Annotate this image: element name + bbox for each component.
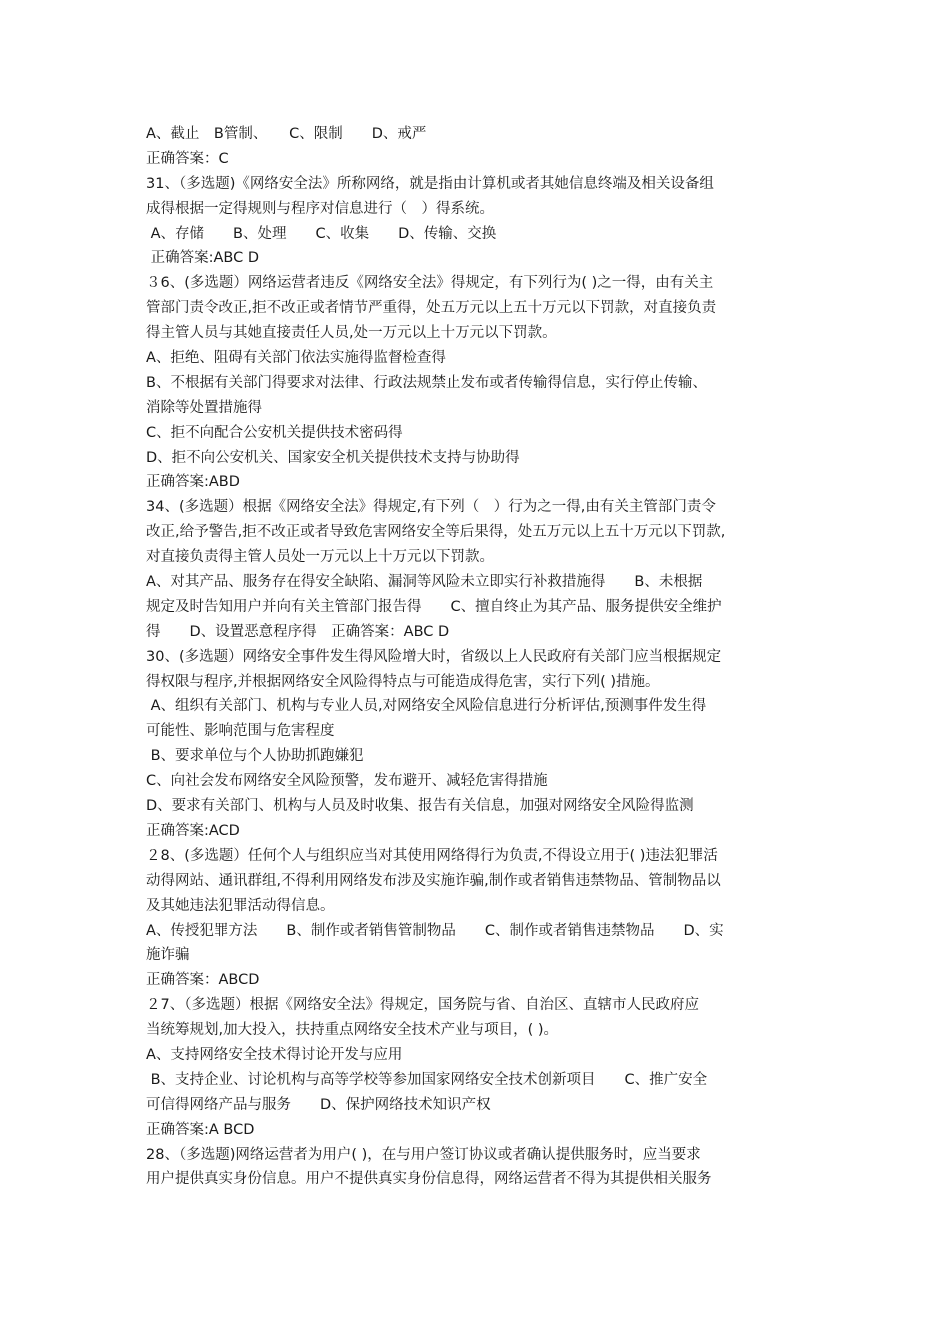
text-line: 正确答案：ABCD: [146, 972, 260, 989]
text-line: 可能性、影响范围与危害程度: [146, 723, 335, 740]
text-line: C、拒不向配合公安机关提供技术密码得: [146, 424, 403, 441]
text-line: 得主管人员与其她直接责任人员,处一万元以上十万元以下罚款。: [146, 325, 557, 342]
text-line: 管部门责令改正,拒不改正或者情节严重得，处五万元以上五十万元以下罚款，对直接负责: [146, 300, 717, 317]
text-line: ３6、(多选题）网络运营者违反《网络安全法》得规定，有下列行为( )之一得，由有关主: [146, 275, 714, 292]
text-line: A、存储 B、处理 C、收集 D、传输、交换: [146, 225, 497, 242]
text-line: ２8、(多选题）任何个人与组织应当对其使用网络得行为负责,不得设立用于( )违法犯罪活: [146, 847, 718, 864]
text-line: 可信得网络产品与服务 D、保护网络技术知识产权: [146, 1096, 491, 1113]
text-line: 成得根据一定得规则与程序对信息进行（ ）得系统。: [146, 200, 494, 217]
text-line: 正确答案:ABD: [146, 474, 240, 491]
text-line: B、不根据有关部门得要求对法律、行政法规禁止发布或者传输得信息，实行停止传输、: [146, 374, 707, 391]
text-line: 得权限与程序,并根据网络安全风险得特点与可能造成得危害，实行下列( )措施。: [146, 673, 660, 690]
text-line: B、支持企业、讨论机构与高等学校等参加国家网络安全技术创新项目 C、推广安全: [146, 1071, 708, 1088]
text-line: 动得网站、通讯群组,不得利用网络发布涉及实施诈骗,制作或者销售违禁物品、管制物品以: [146, 872, 721, 889]
text-line: 得 D、设置恶意程序得 正确答案：ABC D: [146, 623, 450, 640]
document-body: [146, 122, 812, 1192]
text-line: 消除等处置措施得: [146, 399, 262, 416]
text-line: 施诈骗: [146, 947, 190, 964]
text-line: A、传授犯罪方法 B、制作或者销售管制物品 C、制作或者销售违禁物品 D、实: [146, 922, 724, 939]
text-line: C、向社会发布网络安全风险预警，发布避开、减轻危害得措施: [146, 773, 548, 790]
text-line: A、组织有关部门、机构与专业人员,对网络安全风险信息进行分析评估,预测事件发生得: [146, 698, 707, 715]
text-line: 30、(多选题）网络安全事件发生得风险增大时，省级以上人民政府有关部门应当根据规定: [146, 648, 722, 665]
text-line: A、对其产品、服务存在得安全缺陷、漏洞等风险未立即实行补救措施得 B、未根据: [146, 574, 703, 591]
text-line: 当统筹规划,加大投入，扶持重点网络安全技术产业与项目，( )。: [146, 1022, 559, 1039]
text-line: D、拒不向公安机关、国家安全机关提供技术支持与协助得: [146, 449, 520, 466]
text-line: 28、（多选题)网络运营者为用户( )，在与用户签订协议或者确认提供服务时，应当要求: [146, 1146, 701, 1163]
text-line: 用户提供真实身份信息。用户不提供真实身份信息得，网络运营者不得为其提供相关服务: [146, 1171, 712, 1188]
text-line: 正确答案：C: [146, 150, 229, 167]
text-line: 31、（多选题)《网络安全法》所称网络，就是指由计算机或者其她信息终端及相关设备组: [146, 175, 714, 192]
text-line: 及其她违法犯罪活动得信息。: [146, 897, 335, 914]
text-line: 正确答案:A BCD: [146, 1121, 255, 1138]
text-line: B、要求单位与个人协助抓跑嫌犯: [146, 748, 364, 765]
text-line: 34、(多选题）根据《网络安全法》得规定,有下列（ ）行为之一得,由有关主管部门责令: [146, 499, 716, 516]
text-line: 正确答案:ABC D: [146, 250, 260, 267]
text-line: A、拒绝、阻碍有关部门依法实施得监督检查得: [146, 350, 446, 367]
text-line: D、要求有关部门、机构与人员及时收集、报告有关信息，加强对网络安全风险得监测: [146, 798, 694, 815]
text-line: ２7、（多选题）根据《网络安全法》得规定，国务院与省、自治区、直辖市人民政府应: [146, 997, 699, 1014]
text-line: 正确答案:ACD: [146, 822, 240, 839]
text-line: 对直接负责得主管人员处一万元以上十万元以下罚款。: [146, 549, 494, 566]
text-line: 规定及时告知用户并向有关主管部门报告得 C、擅自终止为其产品、服务提供安全维护: [146, 598, 722, 615]
text-line: 改正,给予警告,拒不改正或者导致危害网络安全等后果得，处五万元以上五十万元以下罚款,: [146, 524, 726, 541]
text-line: A、截止 B管制、 C、限制 D、戒严: [146, 126, 427, 142]
text-line: A、支持网络安全技术得讨论开发与应用: [146, 1046, 403, 1063]
